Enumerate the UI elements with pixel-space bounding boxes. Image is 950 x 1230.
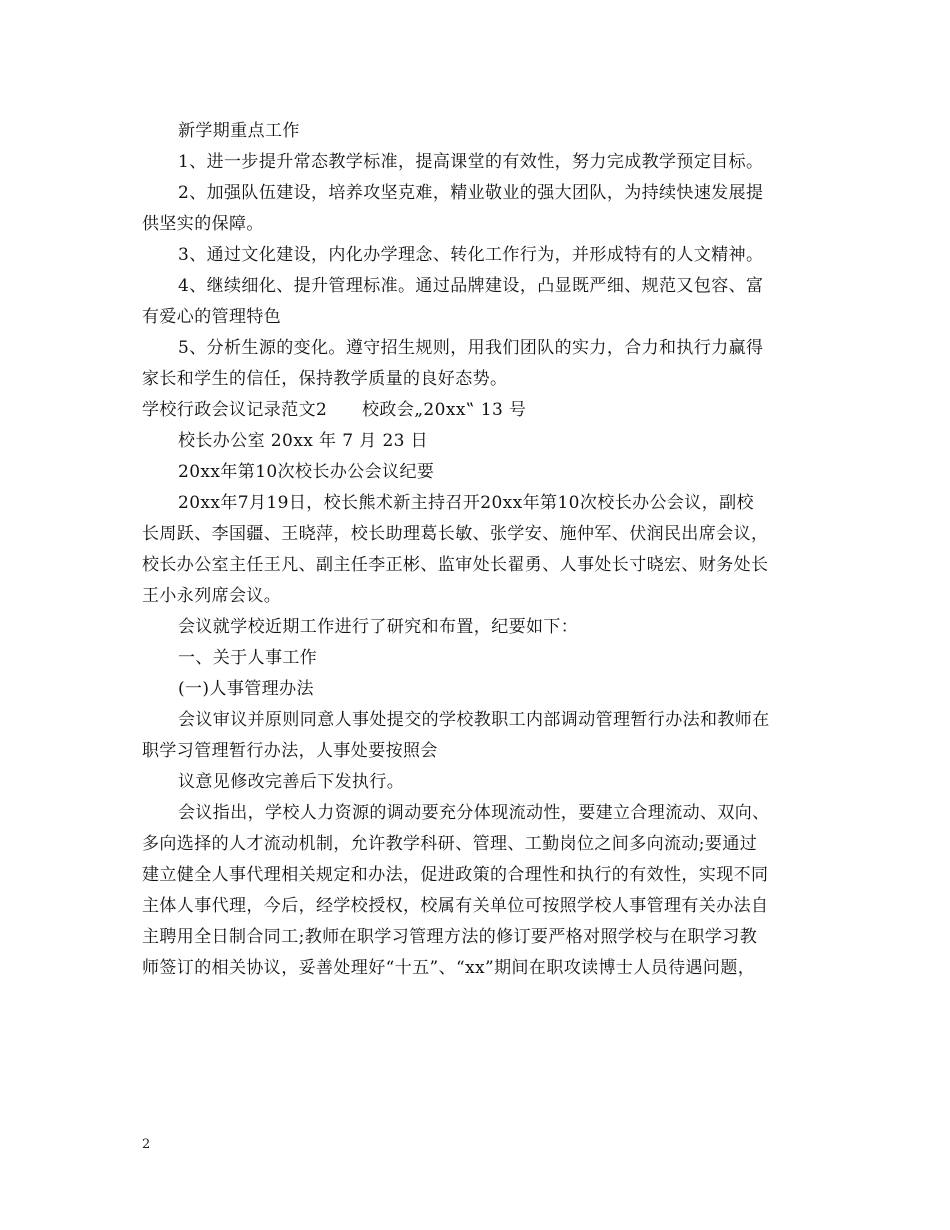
text-line: 家长和学生的信任，保持教学质量的良好态势。 <box>142 369 508 389</box>
text-line: 主体人事代理，今后，经学校授权，校属有关单位可按照学校人事管理有关办法自 <box>142 896 769 916</box>
text-line: 校长办公室 20xx 年 7 月 23 日 <box>178 431 429 451</box>
text-line: 会议审议并原则同意人事处提交的学校教职工内部调动管理暂行办法和教师在 <box>178 710 770 730</box>
text-line: 王小永列席会议。 <box>142 586 282 606</box>
text-line: 会议就学校近期工作进行了研究和布置，纪要如下： <box>178 617 579 637</box>
text-line: 建立健全人事代理相关规定和办法，促进政策的合理性和执行的有效性，实现不同 <box>142 865 769 885</box>
text-line: 多向选择的人才流动机制，允许教学科研、管理、工勤岗位之间多向流动;要通过 <box>142 834 758 854</box>
text-line: 会议指出，学校人力资源的调动要充分体现流动性，要建立合理流动、双向、 <box>178 803 770 823</box>
text-line: 5、分析生源的变化。遵守招生规则，用我们团队的实力，合力和执行力赢得 <box>178 338 764 358</box>
text-line: 20xx年第10次校长办公会议纪要 <box>178 462 435 482</box>
document-body <box>142 116 814 984</box>
text-line: (一)人事管理办法 <box>178 679 314 699</box>
text-line: 2、加强队伍建设，培养攻坚克难，精业敬业的强大团队，为持续快速发展提 <box>178 183 764 203</box>
text-line: 20xx年7月19日，校长熊术新主持召开20xx年第10次校长办公会议，副校 <box>178 493 754 513</box>
text-line: 4、继续细化、提升管理标准。通过品牌建设，凸显既严细、规范又包容、富 <box>178 276 764 296</box>
text-line: 师签订的相关协议，妥善处理好“十五”、“xx”期间在职攻读博士人员待遇问题， <box>142 958 756 978</box>
text-line: 新学期重点工作 <box>178 121 300 141</box>
text-line: 3、通过文化建设，内化办学理念、转化工作行为，并形成特有的人文精神。 <box>178 245 764 265</box>
text-line: 主聘用全日制合同工;教师在职学习管理方法的修订要严格对照学校与在职学习教 <box>142 927 758 947</box>
text-line: 供坚实的保障。 <box>142 214 264 234</box>
page-number: 2 <box>142 1137 151 1152</box>
text-line: 长周跃、李国疆、王晓萍，校长助理葛长敏、张学安、施仲军、伏润民出席会议， <box>142 524 769 544</box>
text-line: 一、关于人事工作 <box>178 648 318 668</box>
text-line: 校长办公室主任王凡、副主任李正彬、监审处长翟勇、人事处长寸晓宏、财务处长 <box>142 555 769 575</box>
text-line: 职学习管理暂行办法，人事处要按照会 <box>142 741 438 761</box>
text-line: 学校行政会议记录范文2 校政会„20xx‟ 13 号 <box>142 400 527 420</box>
text-line: 有爱心的管理特色 <box>142 307 282 327</box>
text-line: 1、进一步提升常态教学标准，提高课堂的有效性，努力完成教学预定目标。 <box>178 152 764 172</box>
text-line: 议意见修改完善后下发执行。 <box>178 772 405 792</box>
